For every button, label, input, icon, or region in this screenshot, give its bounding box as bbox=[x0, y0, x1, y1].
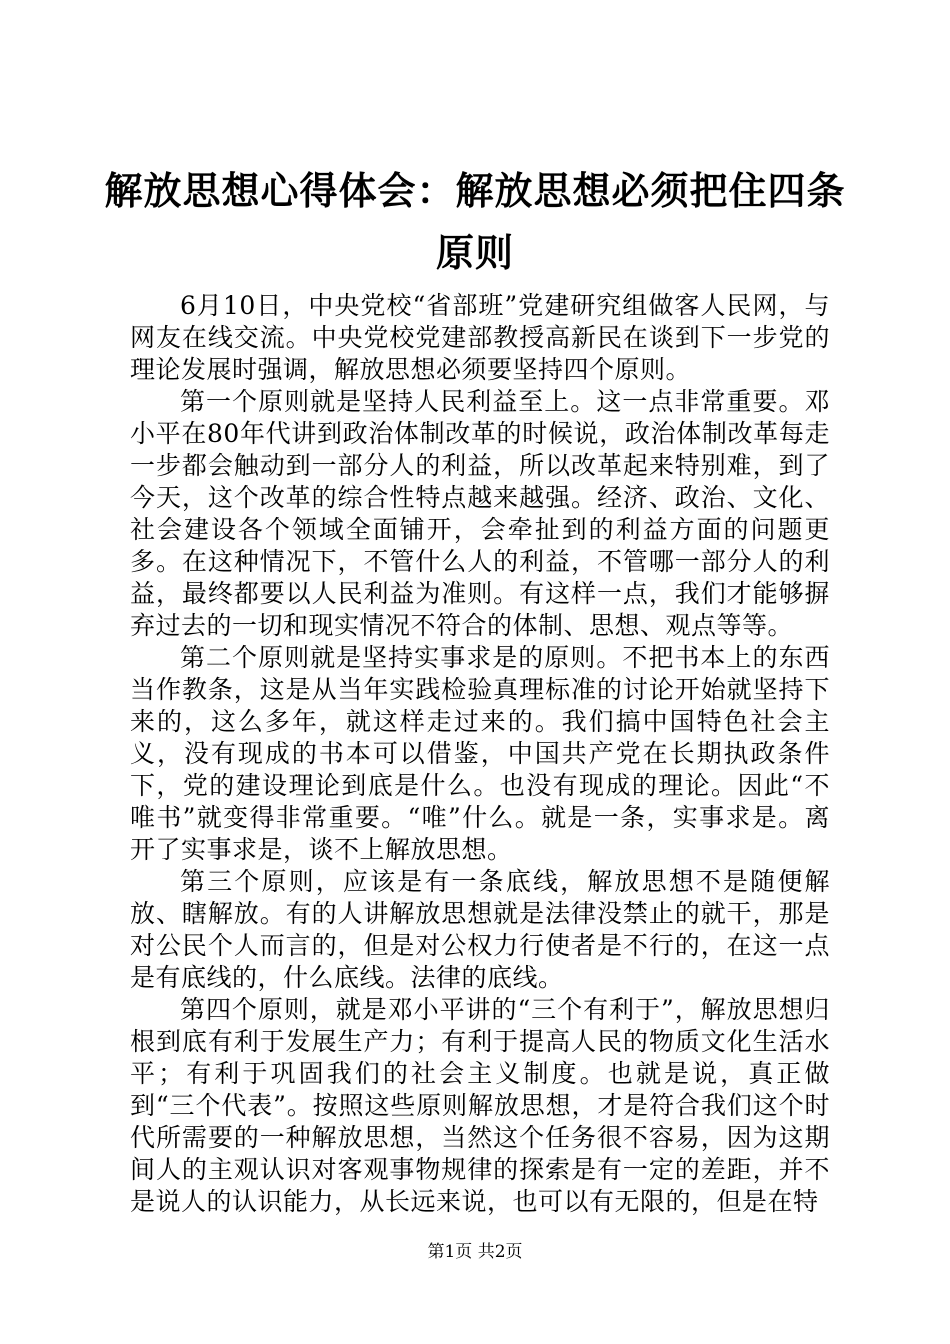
page-footer: 第1页 共2页 bbox=[427, 1242, 523, 1262]
paragraph-principle-1: 第一个原则就是坚持人民利益至上。这一点非常重要。邓小平在80年代讲到政治体制改革的时候说，政治体制改革每走一步都会触动到一部分人的利益，所以改革起来特别难，到了今天，这个改革的综合性特点越来越强。经济、政治、文化、社会建设各个领域全面铺开，会牵扯到的利益方面的问题更多。在这种情况下，不管什么人的利益，不管哪一部分人的利益，最终都要以人民利益为准则。有这样一点，我们才能够摒弃过去的一切和现实情况不符合的体制、思想、观点等等。 bbox=[130, 387, 830, 640]
document-title: 解放思想心得体会：解放思想必须把住四条原则 bbox=[104, 168, 846, 275]
document-body bbox=[130, 290, 830, 1218]
paragraph-principle-3: 第三个原则，应该是有一条底线，解放思想不是随便解放、瞎解放。有的人讲解放思想就是法律没禁止的就干，那是对公民个人而言的，但是对公权力行使者是不行的，在这一点是有底线的，什么底线。法律的底线。 bbox=[130, 867, 830, 992]
paragraph-intro: 6月10日，中央党校“省部班”党建研究组做客人民网，与网友在线交流。中央党校党建部教授高新民在谈到下一步党的理论发展时强调，解放思想必须要坚持四个原则。 bbox=[130, 291, 830, 384]
paragraph-principle-2: 第二个原则就是坚持实事求是的原则。不把书本上的东西当作教条，这是从当年实践检验真理标准的讨论开始就坚持下来的，这么多年，就这样走过来的。我们搞中国特色社会主义，没有现成的书本可以借鉴，中国共产党在长期执政条件下，党的建设理论到底是什么。也没有现成的理论。因此“不唯书”就变得非常重要。“唯”什么。就是一条，实事求是。离开了实事求是，谈不上解放思想。 bbox=[130, 643, 830, 864]
paragraph-principle-4: 第四个原则，就是邓小平讲的“三个有利于”，解放思想归根到底有利于发展生产力；有利于提高人民的物质文化生活水平；有利于巩固我们的社会主义制度。也就是说，真正做到“三个代表”。按照这些原则解放思想，才是符合我们这个时代所需要的一种解放思想，当然这个任务很不容易，因为这期间人的主观认识对客观事物规律的探索是有一定的差距，并不是说人的认识能力，从长远来说，也可以有无限的，但是在特 bbox=[130, 995, 830, 1216]
